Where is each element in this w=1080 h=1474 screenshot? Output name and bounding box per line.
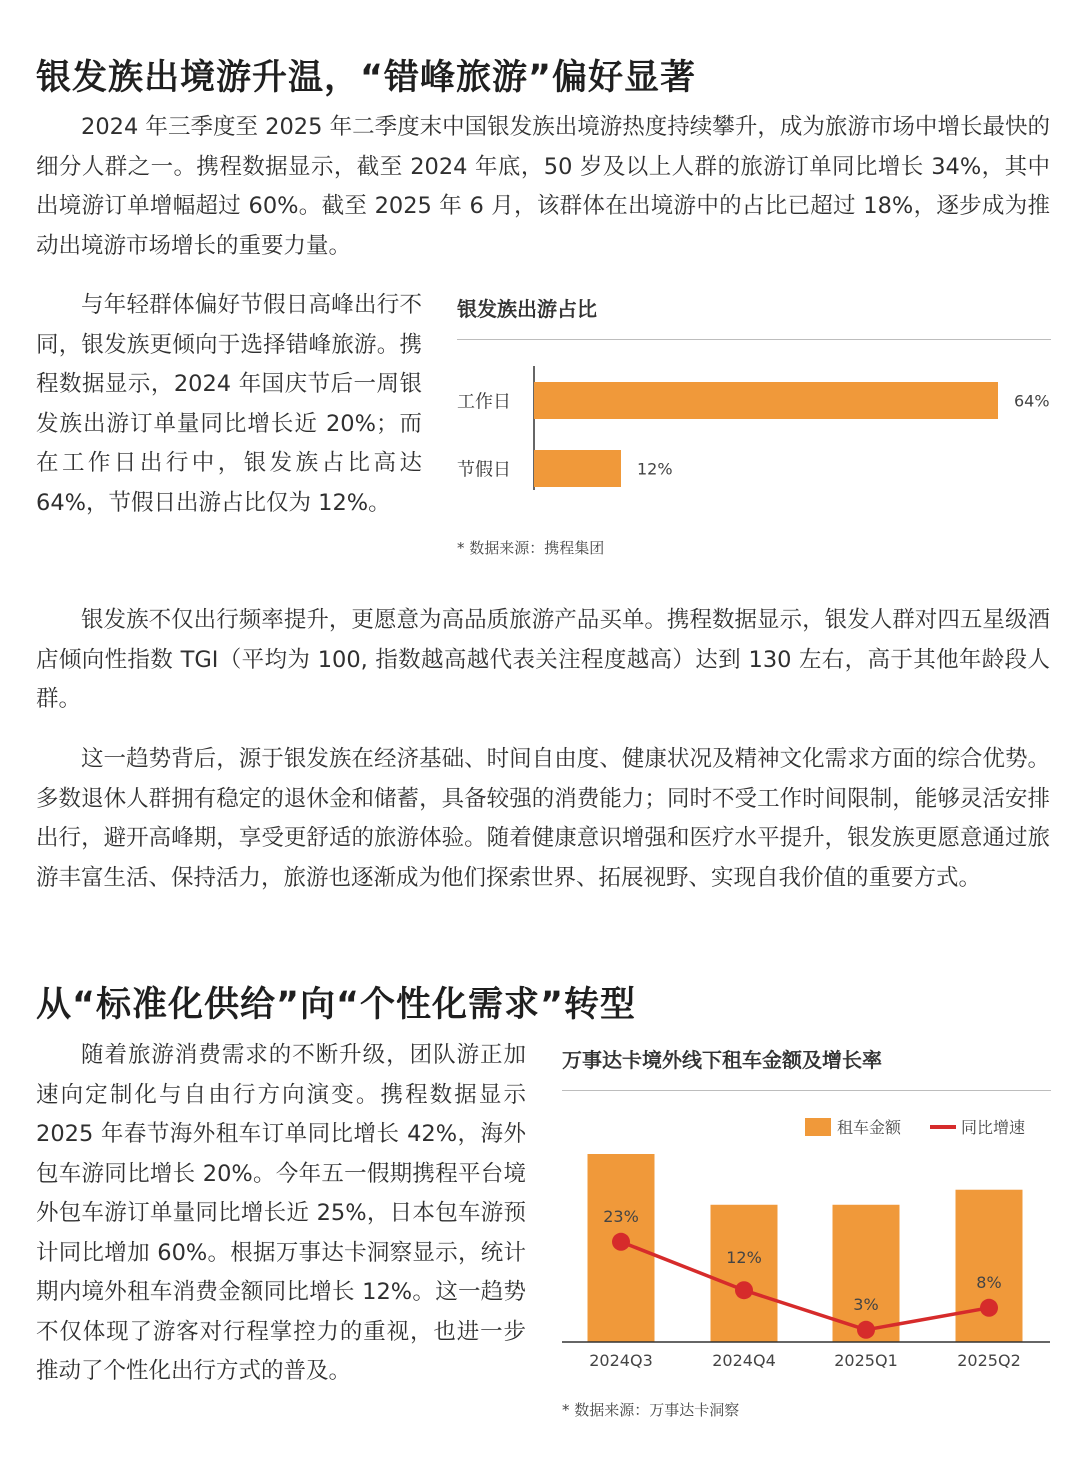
chart2-data-label: 23%: [603, 1206, 639, 1226]
section1-paragraph-2: 与年轻群体偏好节假日高峰出行不同，银发族更倾向于选择错峰旅游。携程数据显示，2024 年国庆节后一周银发族出游订单量同比增长近 20%；而在工作日出行中，银发族占比高达 64%，节假日出游占比仅为 12%。: [36, 292, 422, 516]
chart2-legend-bar-swatch: [805, 1118, 831, 1136]
section1-paragraph-3: 银发族不仅出行频率提升，更愿意为高品质旅游产品买单。携程数据显示，银发人群对四五星级酒店倾向性指数 TGI（平均为 100, 指数越高越代表关注程度越高）达到 130 左右，高于其他年龄段人群。: [36, 607, 1050, 712]
chart1-bar: [534, 450, 621, 487]
chart2-growth-point: [980, 1299, 998, 1317]
section2-heading: 从“标准化供给”向“个性化需求”转型: [36, 985, 637, 1025]
chart1-value-label: 64%: [1014, 391, 1050, 411]
section1-paragraph-1: 2024 年三季度至 2025 年二季度末中国银发族出境游热度持续攀升，成为旅游市场中增长最快的细分人群之一。携程数据显示，截至 2024 年底，50 岁及以上人群的旅游订单同比增长 34%，其中出境游订单增幅超过 60%。截至 2025 年 6 月，该群体在出境游中的占比已超过 18%，逐步成为推动出境游市场增长的重要力量。: [36, 114, 1050, 259]
chart2-source: * 数据来源：万事达卡洞察: [562, 1401, 740, 1419]
chart1-source: * 数据来源：携程集团: [457, 539, 605, 557]
chart2-growth-point: [612, 1233, 630, 1251]
chart2-plot: [555, 1100, 1055, 1390]
chart1-category-label: 节假日: [457, 459, 511, 481]
chart2-tick-label: 2024Q4: [712, 1351, 776, 1370]
chart2-growth-point: [857, 1321, 875, 1339]
chart2-bar: [956, 1190, 1023, 1342]
section1-heading: 银发族出境游升温，“错峰旅游”偏好显著: [36, 58, 697, 98]
chart1-title-divider: [457, 339, 1051, 340]
chart1-bar: [534, 382, 998, 419]
chart1-title: 银发族出游占比: [457, 297, 597, 321]
chart2-tick-label: 2025Q2: [957, 1351, 1021, 1370]
chart2-data-label: 8%: [976, 1272, 1002, 1292]
chart2-title-divider: [562, 1090, 1051, 1091]
section1-paragraph-4: 这一趋势背后，源于银发族在经济基础、时间自由度、健康状况及精神文化需求方面的综合优势。多数退休人群拥有稳定的退休金和储蓄，具备较强的消费能力；同时不受工作时间限制，能够灵活安排出行，避开高峰期，享受更舒适的旅游体验。随着健康意识增强和医疗水平提升，银发族更愿意通过旅游丰富生活、保持活力，旅游也逐渐成为他们探索世界、拓展视野、实现自我价值的重要方式。: [36, 746, 1050, 891]
chart2-tick-label: 2024Q3: [589, 1351, 653, 1370]
chart2-growth-line: [621, 1242, 989, 1330]
chart2-title: 万事达卡境外线下租车金额及增长率: [562, 1048, 882, 1072]
chart2-tick-label: 2025Q1: [834, 1351, 898, 1370]
chart1-category-label: 工作日: [457, 391, 511, 413]
chart2-bar: [711, 1205, 778, 1342]
chart2-growth-point: [735, 1281, 753, 1299]
chart2-data-label: 12%: [726, 1248, 762, 1268]
chart2-legend-line-label: 同比增速: [961, 1118, 1026, 1137]
chart2-data-label: 3%: [853, 1294, 879, 1314]
chart2-legend-bar-label: 租车金额: [837, 1118, 902, 1137]
chart1-value-label: 12%: [637, 459, 673, 479]
section2-paragraph-1: 随着旅游消费需求的不断升级，团队游正加速向定制化与自由行方向演变。携程数据显示 2025 年春节海外租车订单同比增长 42%，海外包车游同比增长 20%。今年五一假期携程平台境外包车游订单量同比增长近 25%，日本包车游预计同比增加 60%。根据万事达卡洞察显示，统计期内境外租车消费金额同比增长 12%。这一趋势不仅体现了游客对行程掌控力的重视，也进一步推动了个性化出行方式的普及。: [36, 1042, 526, 1384]
chart1-plot: [450, 360, 1070, 520]
